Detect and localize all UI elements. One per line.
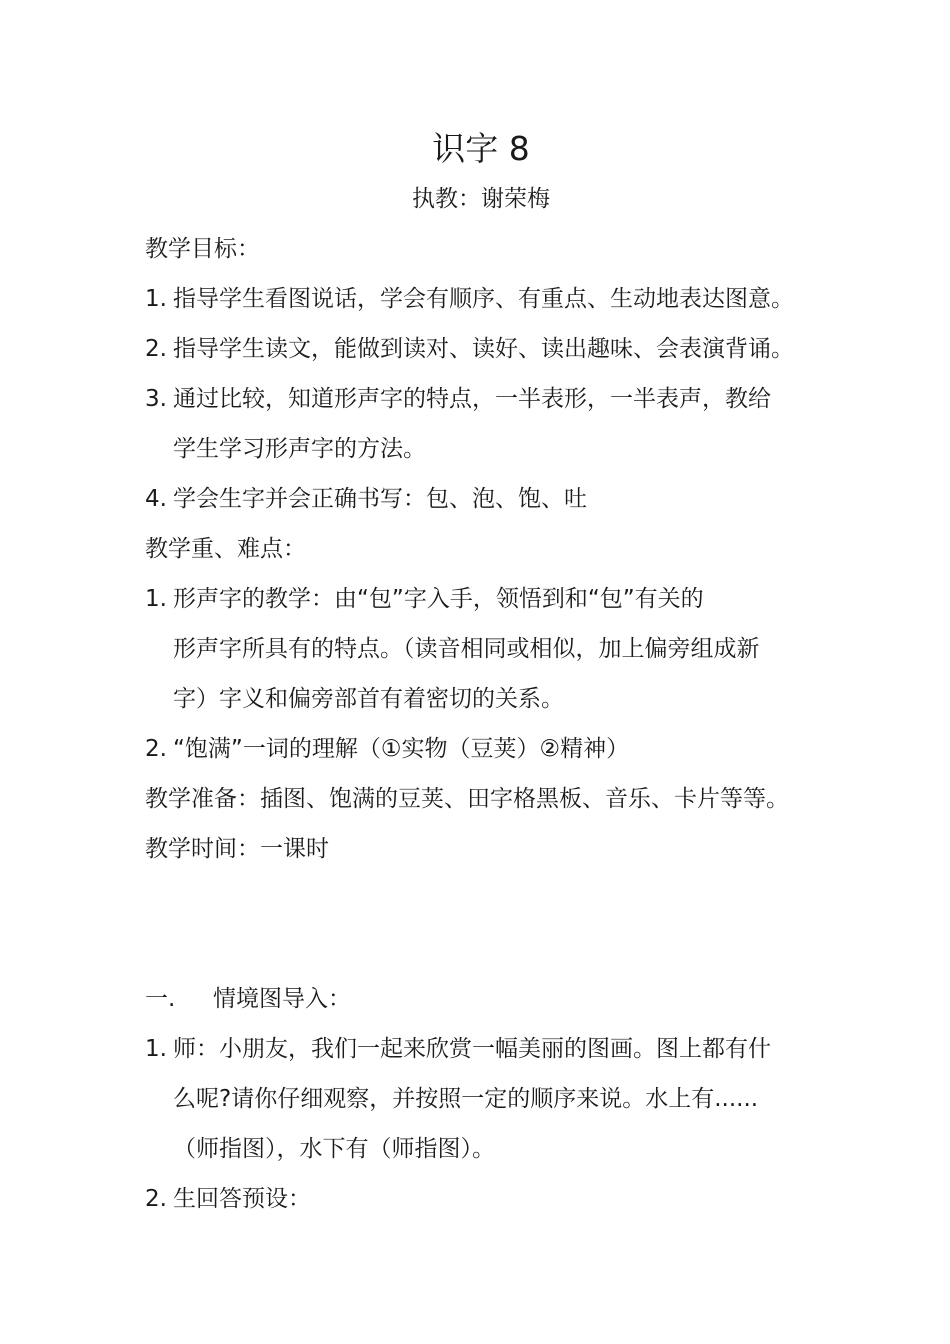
author-line: 执教：谢荣梅 — [412, 186, 550, 212]
goals-heading: 教学目标： — [145, 236, 260, 262]
key-point-number: 1. — [145, 586, 167, 612]
key-points-heading: 教学重、难点： — [145, 536, 306, 562]
key-point-text: “饱满”一词的理解（①实物（豆荚）②精神） — [173, 736, 630, 762]
section-heading-1 — [145, 982, 351, 1016]
section-number: 一. — [145, 986, 176, 1012]
key-point-1 — [145, 582, 704, 616]
goal-number: 2. — [145, 336, 167, 362]
key-point-text-continued: 形声字所具有的特点。（读音相同或相似，加上偏旁组成新 — [173, 636, 760, 662]
section-label: 情境图导入： — [213, 986, 351, 1012]
preparation-line: 教学准备：插图、饱满的豆荚、田字格黑板、音乐、卡片等等。 — [145, 786, 789, 812]
goal-item-2 — [145, 332, 794, 366]
step-text: 生回答预设： — [173, 1186, 311, 1212]
goal-text: 指导学生看图说话，学会有顺序、有重点、生动地表达图意。 — [173, 286, 794, 312]
goal-text: 通过比较，知道形声字的特点，一半表形，一半表声，教给 — [173, 386, 771, 412]
key-point-text-continued: 字）字义和偏旁部首有着密切的关系。 — [173, 686, 564, 712]
page-title: 识字 8 — [432, 129, 530, 168]
step-text: 师：小朋友，我们一起来欣赏一幅美丽的图画。图上都有什 — [173, 1036, 771, 1062]
goal-item-4 — [145, 482, 587, 516]
step-item-1 — [145, 1032, 771, 1066]
goal-number: 3. — [145, 386, 167, 412]
step-item-2 — [145, 1182, 311, 1216]
key-point-number: 2. — [145, 736, 167, 762]
key-point-2 — [145, 732, 629, 766]
key-point-text: 形声字的教学：由“包”字入手，领悟到和“包”有关的 — [173, 586, 704, 612]
goal-text: 指导学生读文，能做到读对、读好、读出趣味、会表演背诵。 — [173, 336, 794, 362]
step-text-continued: 么呢?请你仔细观察，并按照一定的顺序来说。水上有...... — [173, 1086, 759, 1112]
goal-number: 4. — [145, 486, 167, 512]
goal-text-continued: 学生学习形声字的方法。 — [173, 436, 426, 462]
goal-item-1 — [145, 282, 794, 316]
goal-text: 学会生字并会正确书写：包、泡、饱、吐 — [173, 486, 587, 512]
time-line: 教学时间：一课时 — [145, 836, 329, 862]
goal-number: 1. — [145, 286, 167, 312]
goal-item-3 — [145, 382, 771, 416]
step-number: 2. — [145, 1186, 167, 1212]
step-text-continued: （师指图），水下有（师指图）。 — [173, 1136, 495, 1162]
step-number: 1. — [145, 1036, 167, 1062]
